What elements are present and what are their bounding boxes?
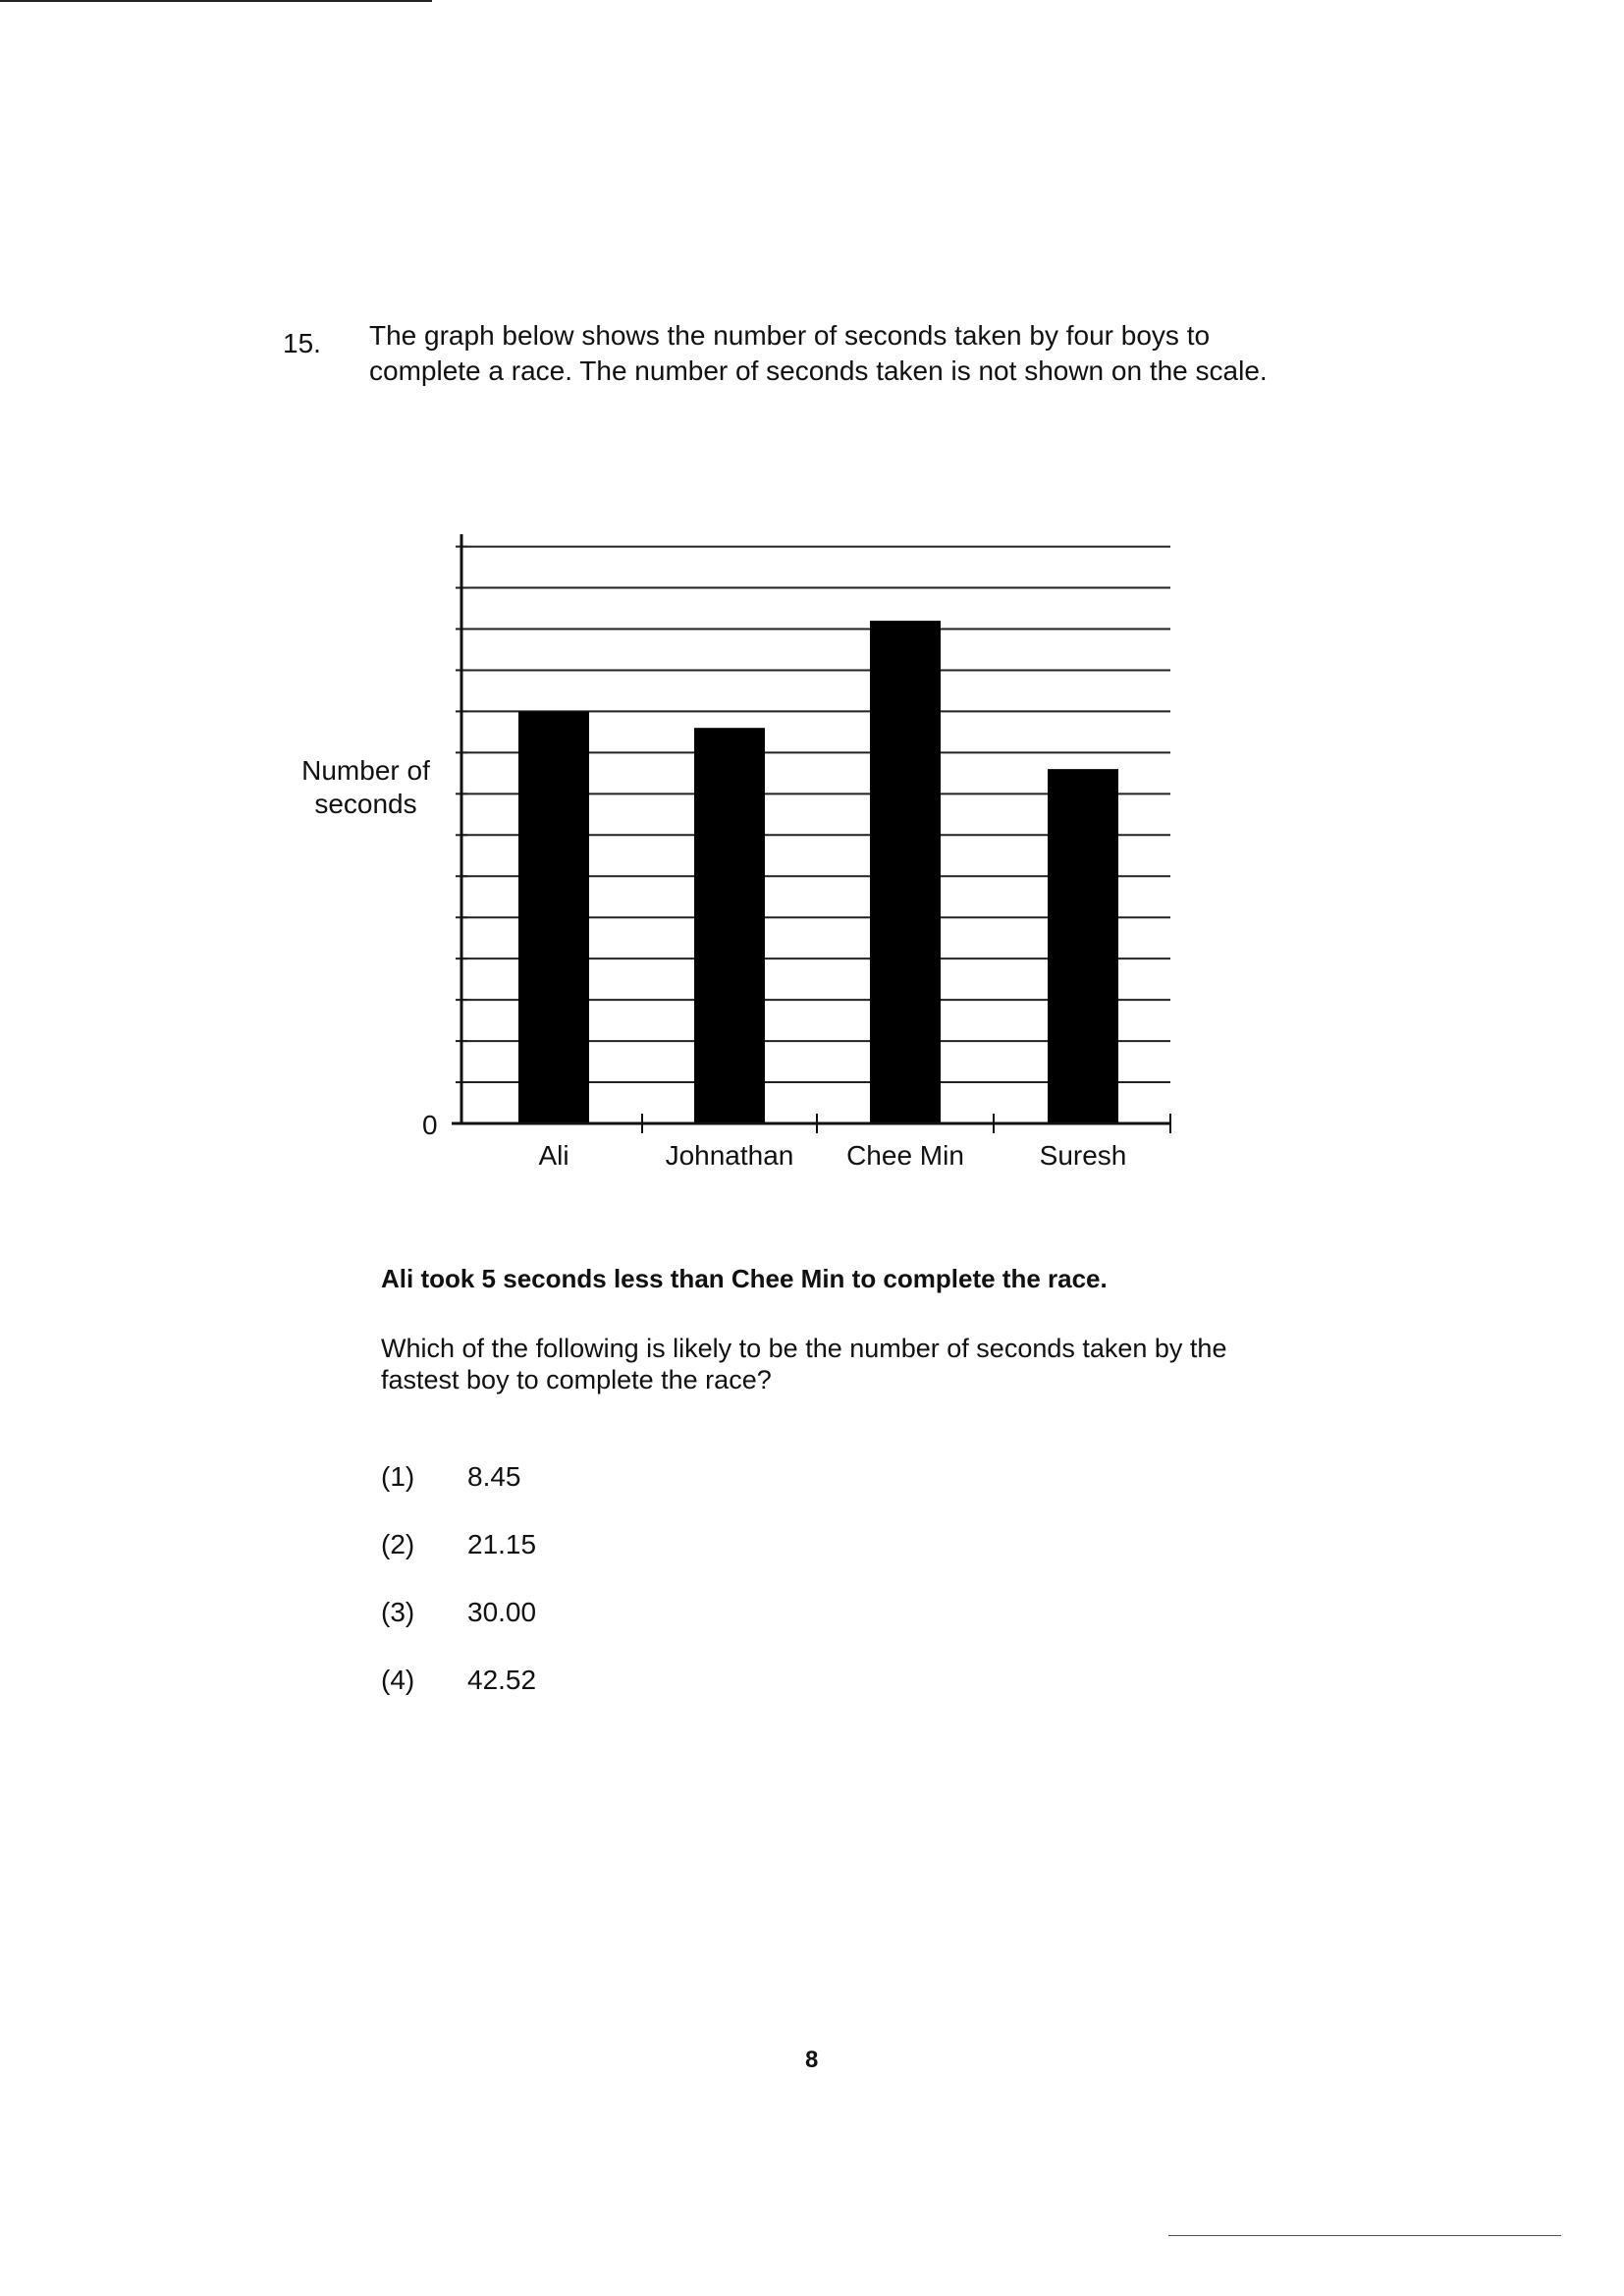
- option-3[interactable]: [381, 1597, 536, 1628]
- option-4-value: 42.52: [467, 1665, 537, 1695]
- x-label-suresh: Suresh: [1039, 1140, 1127, 1171]
- y-axis-label: Number of seconds: [301, 755, 430, 819]
- option-2-number: (2): [381, 1529, 415, 1559]
- question-prompt: Which of the following is likely to be the number of seconds taken by the fastest boy to complete the race?: [381, 1334, 1227, 1394]
- option-4[interactable]: [381, 1665, 536, 1696]
- question-text: The graph below shows the number of seconds taken by four boys to complete a race. The number of seconds taken is not shown on the scale.: [369, 320, 1268, 386]
- bar-ali: [518, 711, 589, 1123]
- page-number: 8: [805, 2047, 819, 2073]
- bar-chee-min: [870, 621, 941, 1123]
- option-3-value: 30.00: [467, 1597, 537, 1627]
- bar-johnathan: [694, 728, 765, 1123]
- x-label-ali: Ali: [538, 1140, 569, 1171]
- option-1-number: (1): [381, 1461, 415, 1492]
- given-statement: Ali took 5 seconds less than Chee Min to complete the race.: [381, 1264, 1108, 1293]
- bars: [518, 621, 1118, 1123]
- y-axis-zero-label: 0: [422, 1110, 438, 1140]
- option-2-value: 21.15: [467, 1529, 537, 1559]
- bar-suresh: [1048, 769, 1118, 1123]
- x-label-johnathan: Johnathan: [665, 1140, 794, 1171]
- option-4-number: (4): [381, 1665, 415, 1695]
- question-number: 15.: [283, 328, 321, 358]
- option-3-number: (3): [381, 1597, 415, 1627]
- x-label-chee-min: Chee Min: [846, 1140, 964, 1171]
- scan-edge-bottom: [1168, 2235, 1561, 2236]
- option-1[interactable]: [381, 1461, 521, 1493]
- option-2[interactable]: [381, 1529, 536, 1560]
- option-1-value: 8.45: [467, 1461, 521, 1492]
